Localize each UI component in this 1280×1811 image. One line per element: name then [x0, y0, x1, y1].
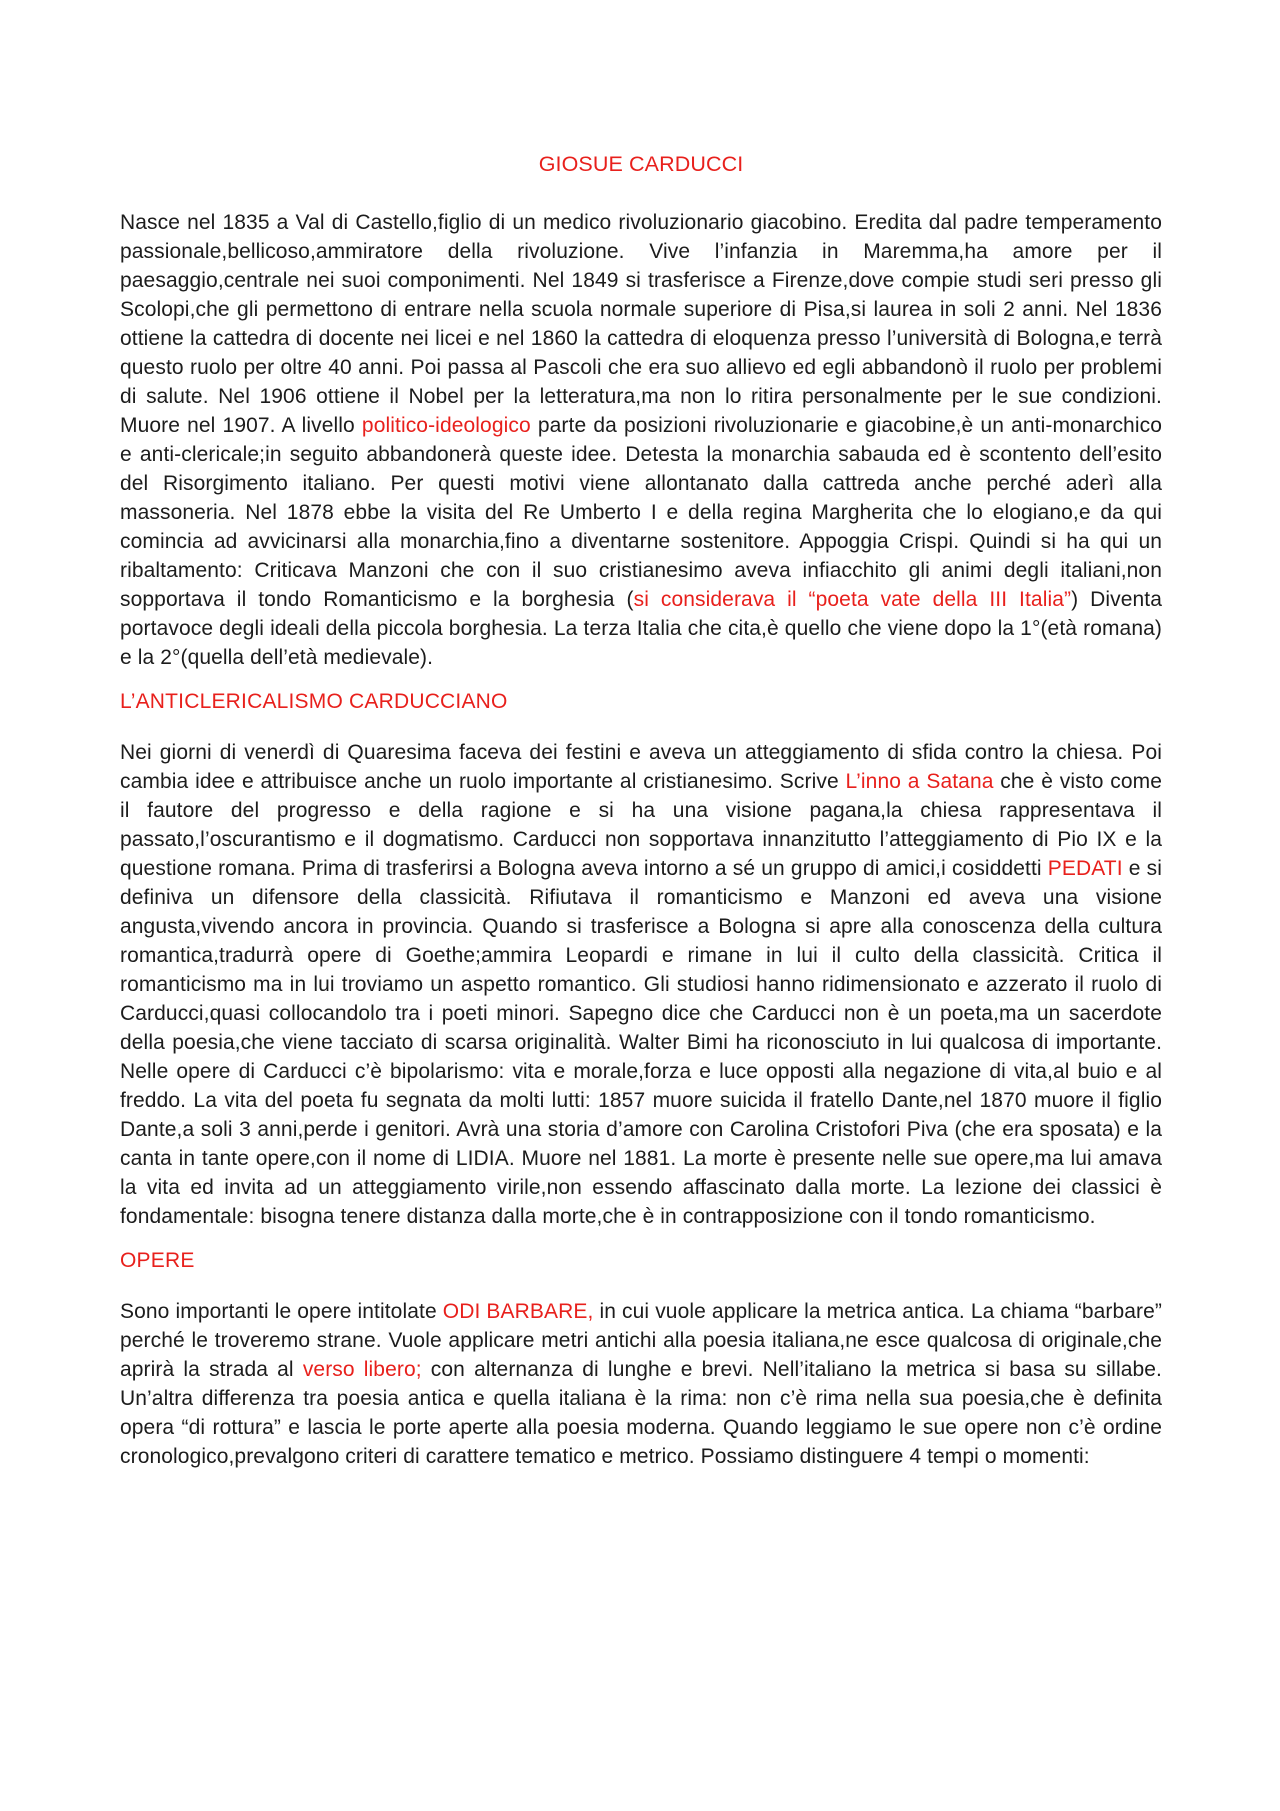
highlight-inno-a-satana: L’inno a Satana [845, 770, 994, 793]
anticlericalismo-text-1: Nei giorni di venerdì di Quaresima faceva dei festini e aveva un atteggiamento di sfida contro la chiesa. Poi cambia idee e attribuisce anche un ruolo importante al cristianesimo. Scrive [120, 741, 1162, 793]
highlight-odi-barbare: ODI BARBARE, [442, 1300, 594, 1323]
opere-paragraph [120, 1297, 1162, 1471]
intro-text-2: parte da posizioni rivoluzionarie e giacobine,è un anti-monarchico e anti-clericale;in seguito abbandonerà queste idee. Detesta la monarchia sabauda ed è scontento dell’esito del Risorgimento italiano. Per questi motivi viene allontanato dalla cattreda anche perché aderì alla massoneria. Nel 1878 ebbe la visita del Re Umberto I e della regina Margherita che lo elogiano,e da qui comincia ad avvicinarsi alla monarchia,fino a diventarne sostenitore. Appoggia Crispi. Quindi si ha qui un ribaltamento: Criticava Manzoni che con il suo cristianesimo aveva infiacchito gli animi degli italiani,non sopportava il tondo Romanticismo e la borghesia ( [120, 414, 1162, 611]
highlight-poeta-vate: si considerava il “poeta vate della III Italia” [633, 588, 1072, 611]
opere-text-3: con alternanza di lunghe e brevi. Nell’italiano la metrica si basa su sillabe. Un’altra differenza tra poesia antica e quella italiana è la rima: non c’è rima nella sua poesia,che è definita opera “di rottura” e lascia le porte aperte alla poesia moderna. Quando leggiamo le sue opere non c’è ordine cronologico,prevalgono criteri di carattere tematico e metrico. Possiamo distinguere 4 tempi o momenti: [120, 1358, 1162, 1468]
intro-text-1: Nasce nel 1835 a Val di Castello,figlio di un medico rivoluzionario giacobino. Eredita dal padre temperamento passionale,bellicoso,ammiratore della rivoluzione. Vive l’infanzia in Maremma,ha amore per il paesaggio,centrale nei suoi componimenti. Nel 1849 si trasferisce a Firenze,dove compie studi seri presso gli Scolopi,che gli permettono di entrare nella scuola normale superiore di Pisa,si laurea in soli 2 anni. Nel 1836 ottiene la cattedra di docente nei licei e nel 1860 la cattedra di eloquenza presso l’università di Bologna,e terrà questo ruolo per oltre 40 anni. Poi passa al Pascoli che era suo allievo ed egli abbandonò il ruolo per problemi di salute. Nel 1906 ottiene il Nobel per la letteratura,ma non lo ritira personalmente per le sue condizioni. Muore nel 1907. A livello [120, 211, 1162, 437]
intro-text-3: ) Diventa portavoce degli ideali della piccola borghesia. La terza Italia che cita,è quello che viene dopo la 1°(età romana) e la 2°(quella dell’età medievale). [120, 588, 1163, 669]
opere-text-1: Sono importanti le opere intitolate [120, 1300, 443, 1323]
highlight-pedati: PEDATI [1047, 857, 1123, 880]
heading-anticlericalismo: L’ANTICLERICALISMO CARDUCCIANO [120, 690, 508, 713]
highlight-politico-ideologico: politico-ideologico [361, 414, 531, 437]
highlight-verso-libero: verso libero; [302, 1358, 422, 1381]
anticlericalismo-text-2: che è visto come il fautore del progresso e della ragione e si ha una visione pagana,la chiesa rappresentava il passato,l’oscurantismo e il dogmatismo. Carducci non sopportava innanzitutto l’atteggiamento di Pio IX e la questione romana. Prima di trasferirsi a Bologna aveva intorno a sé un gruppo di amici,i cosiddetti [120, 770, 1163, 880]
document-title: GIOSUE CARDUCCI [538, 152, 744, 176]
anticlericalismo-paragraph [120, 738, 1162, 1231]
anticlericalismo-text-3: e si definiva un difensore della classicità. Rifiutava il romanticismo e Manzoni ed aveva una visione angusta,vivendo ancora in provincia. Quando si trasferisce a Bologna si apre alla conoscenza della cultura romantica,tradurrà opere di Goethe;ammira Leopardi e rimane in lui il culto della classicità. Critica il romanticismo ma in lui troviamo un aspetto romantico. Gli studiosi hanno ridimensionato e azzerato il ruolo di Carducci,quasi collocandolo tra i poeti minori. Sapegno dice che Carducci non è un poeta,ma un sacerdote della poesia,che viene tacciato di scarsa originalità. Walter Bimi ha riconosciuto in lui qualcosa di importante. Nelle opere di Carducci c’è bipolarismo: vita e morale,forza e luce opposti alla negazione di vita,al buio e al freddo. La vita del poeta fu segnata da molti lutti: 1857 muore suicida il fratello Dante,nel 1870 muore il figlio Dante,a soli 3 anni,perde i genitori. Avrà una storia d’amore con Carolina Cristofori Piva (che era sposata) e la canta in tante opere,con il nome di LIDIA. Muore nel 1881. La morte è presente nelle sue opere,ma lui amava la vita ed invita ad un atteggiamento virile,non essendo affascinato dalla morte. La lezione dei classici è fondamentale: bisogna tenere distanza dalla morte,che è in contrapposizione con il tondo romanticismo. [120, 857, 1162, 1228]
opere-text-2: in cui vuole applicare la metrica antica. La chiama “barbare” perché le troveremo strane. Vuole applicare metri antichi alla poesia italiana,ne esce qualcosa di originale,che aprirà la strada al [120, 1300, 1162, 1381]
heading-opere: OPERE [120, 1249, 195, 1272]
intro-paragraph [120, 208, 1162, 672]
